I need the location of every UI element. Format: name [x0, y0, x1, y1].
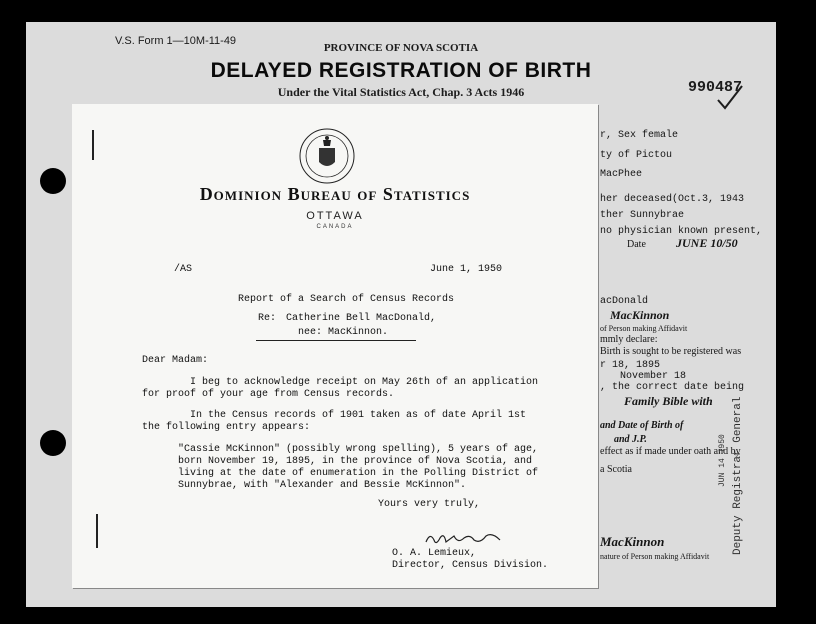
deputy-registrar-stamp [714, 396, 760, 557]
paragraph-1-line-2: for proof of your age from Census records. [142, 389, 395, 400]
letter-reference: /AS [174, 264, 193, 275]
form-oath-text: effect as if made under oath and by [600, 446, 741, 457]
census-entry-line-3: living at the date of enumeration in the Polling District of [178, 468, 539, 479]
re-nee: nee: MacKinnon. [298, 327, 389, 338]
bureau-name: Dominion Bureau of Statistics [199, 184, 471, 204]
form-jp-handwritten: and J.P. [614, 434, 647, 445]
province-heading: PROVINCE OF NOVA SCOTIA [323, 42, 479, 54]
signature-caption: nature of Person making Affidavit [600, 552, 710, 561]
signer-name: O. A. Lemieux, [392, 548, 477, 559]
form-correct-date-text: , the correct date being [600, 382, 745, 393]
census-entry-line-2: born November 19, 1895, in the province of Nova Scotia, and [178, 456, 533, 467]
form-registered-date: r 18, 1895 [600, 360, 661, 371]
punch-hole-bottom [40, 430, 66, 456]
subject-underline [256, 340, 416, 341]
form-maiden-name-field: MacPhee [600, 169, 643, 180]
census-entry-line-4: Sunnybrae, with "Alexander and Bessie McKinnon". [178, 480, 467, 491]
form-person-caption: of Person making Affidavit [600, 324, 688, 333]
census-letter [72, 104, 598, 588]
form-date-of-birth-handwritten: and Date of Birth of [600, 420, 684, 431]
stamp-label: Deputy Registrar General [732, 396, 744, 555]
bureau-city: OTTAWA [306, 210, 364, 222]
letter-subject: Report of a Search of Census Records [238, 294, 455, 305]
stamp-date: JUN 14 1950 [718, 434, 727, 487]
form-county-field: ty of Pictou [600, 150, 673, 161]
form-residence-field: ther Sunnybrae [600, 210, 685, 221]
form-date-handwritten: JUNE 10/50 [676, 236, 738, 250]
form-title: DELAYED REGISTRATION OF BIRTH [210, 59, 592, 82]
re-name: Catherine Bell MacDonald, [286, 313, 437, 324]
form-father-field: her deceased(Oct.3, 1943 [600, 194, 745, 205]
re-label: Re: [258, 313, 277, 324]
affidavit-signature: MacKinnon [600, 534, 665, 549]
form-birth-sought-text: Birth is sought to be registered was [600, 346, 742, 357]
form-name-typed: acDonald [600, 296, 649, 307]
form-sex-field: r, Sex female [600, 130, 679, 141]
form-declare-text: mmly declare: [600, 334, 658, 345]
form-date-label: Date [627, 239, 646, 250]
margin-mark [92, 130, 94, 160]
checkmark-icon [714, 82, 744, 112]
coat-of-arms-icon [297, 126, 357, 186]
paragraph-2-line-2: the following entry appears: [142, 422, 311, 433]
margin-mark [96, 514, 98, 548]
director-signature [424, 528, 502, 550]
form-act-subtitle: Under the Vital Statistics Act, Chap. 3 Acts 1946 [277, 85, 525, 99]
form-evidence-handwritten: Family Bible with [624, 394, 713, 408]
paragraph-1-line-1: I beg to acknowledge receipt on May 26th of an application [190, 377, 539, 388]
form-province-text: a Scotia [600, 464, 632, 475]
form-correct-date-value: November 18 [620, 371, 687, 382]
form-name-handwritten: MacKinnon [610, 308, 670, 322]
bureau-country: CANADA [316, 224, 354, 230]
form-number: V.S. Form 1—10M-11-49 [115, 35, 237, 47]
registration-number: 990487 [688, 79, 743, 96]
punch-hole-top [40, 168, 66, 194]
form-physician-field: no physician known present, [600, 226, 763, 237]
salutation: Dear Madam: [142, 355, 209, 366]
letter-date: June 1, 1950 [430, 264, 503, 275]
closing: Yours very truly, [378, 499, 481, 510]
census-entry-line-1: "Cassie McKinnon" (possibly wrong spelling), 5 years of age, [178, 444, 539, 455]
paragraph-2-line-1: In the Census records of 1901 taken as of date April 1st [190, 410, 527, 421]
signer-title: Director, Census Division. [392, 560, 549, 571]
